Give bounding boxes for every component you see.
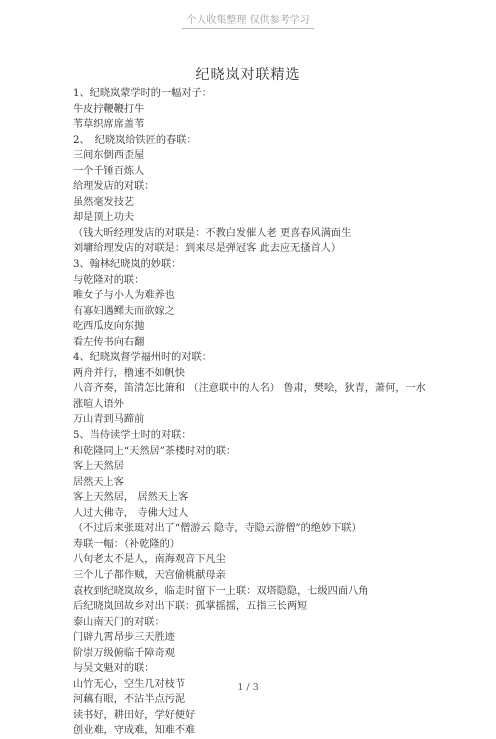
text-line: 阶崇万级俯临千障奇观 [73,647,175,659]
text-line: 虽然毫发技艺 [73,196,135,208]
text-line: 5、当侍读学士时的对联： [73,430,192,442]
page-header [0,14,496,29]
text-line: 和乾隆同上“天然居”茶楼时对的联： [73,445,237,457]
text-line: 刘墉给理发店的对联是：到来尽是弹冠客 此去应无搔首人） [73,243,342,255]
text-line: 唯女子与小人为难养也 [73,290,175,302]
text-line: 居然天上客 [73,476,124,488]
text-line: 后纪晓岚回故乡对出下联：孤掌摇摇，五指三长两短 [73,601,308,613]
text-line: （钱大昕经理发店的对联是：不教白发催人老 更喜春风满面生 [73,227,352,239]
text-line: 客上天然居 [73,461,124,473]
text-line: （不过后来张珽对出了“僧游云 隐寺，寺隐云游僧”的绝妙下联） [73,523,362,535]
header-text: 个人收集整理 仅供参考学习 [182,14,313,29]
text-line: 三个儿子都作贼，天宫偷桃献母亲 [73,569,226,581]
text-line: 给理发店的对联： [73,181,155,193]
text-line: 万山青到马蹄前 [73,414,145,426]
text-line: 袁枚到纪晓岚故乡，临走时留下一上联：双塔隐隐，七级四面八角 [73,585,369,597]
text-line: 八旬老太不是人，南海观音下凡尘 [73,554,226,566]
text-line: 吃西瓜皮向东抛 [73,321,145,333]
text-line: 寿联一幅：（补乾隆的） [73,538,180,550]
text-line: 两舟并行，橹速不如帆快 [73,367,186,379]
document-title: 纪晓岚对联精选 [195,67,301,83]
text-line: 泰山南天门的对联： [73,616,165,628]
text-line: 却是顶上功夫 [73,212,135,224]
text-line: 创业难，守成难，知难不难 [73,725,196,737]
text-line: 4、纪晓岚督学福州时的对联： [73,352,212,364]
text-line: 河藕有眼，不沾半点污泥 [73,694,186,706]
text-line: 苇草织席席盖苇 [73,119,145,131]
text-line: 山竹无心，空生几对枝节 [73,678,186,690]
text-line: 三间东倒西歪屋 [73,150,145,162]
text-line: 与吴文魁对的联： [73,663,155,675]
text-line: 八音齐奏，笛清怎比箫和 （注意联中的人名） 鲁肃，樊哙，狄青，萧何，一水涨喧人语外 [73,383,426,410]
text-line: 一个千锤百炼人 [73,165,145,177]
document-body [73,86,433,739]
page-indicator: 1 / 3 [237,682,259,693]
text-line: 读书好，耕田好，学好便好 [73,709,196,721]
text-line: 客上天然居， 居然天上客 [73,492,189,504]
text-line: 门辟九霄昂步三天胜迹 [73,632,175,644]
text-line: 1、纪晓岚蒙学时的一幅对子： [73,88,212,99]
text-line: 3、翰林纪晓岚的妙联： [73,259,182,271]
text-line: 牛皮拧鞭鞭打牛 [73,103,145,115]
text-line: 有寡妇遇鳏夫而欲嫁之 [73,305,175,317]
text-line: 人过大佛寺， 寺佛大过人 [73,507,189,519]
text-line: 2、 纪晓岚给铁匠的春联： [73,134,197,146]
text-line: 看左传书向右翻 [73,336,145,348]
text-line: 与乾隆对的联： [73,274,145,286]
